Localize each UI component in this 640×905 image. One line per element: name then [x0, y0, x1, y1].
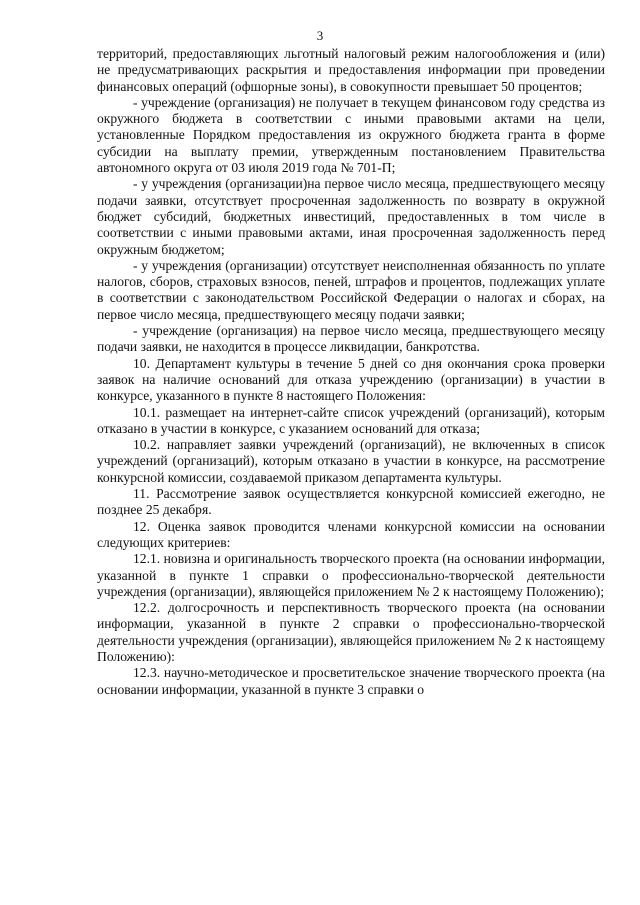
paragraph-no-liquidation: - учреждение (организация) на первое число месяца, предшествующего месяцу подачи заявки, не находится в процессе ликвидации, банкротства. [97, 323, 605, 355]
page-number: 3 [316, 28, 324, 43]
paragraph-item-12-1: 12.1. новизна и оригинальность творческого проекта (на основании информации, указанной в пункте 1 справки о профессионально-творческой деятельности учреждения (организации), являющейся приложением № 2 к настоящему Положению); [97, 551, 605, 599]
document-body [97, 46, 605, 698]
paragraph-item-10-2: 10.2. направляет заявки учреждений (организаций), не включенных в список учреждений (организаций), которым отказано в участии в конкурсе, на рассмотрение конкурсной комиссии, создаваемой приказом департамента культуры. [97, 437, 605, 485]
paragraph-item-12-3: 12.3. научно-методическое и просветительское значение творческого проекта (на основании информации, указанной в пункте 3 справки о [97, 665, 605, 697]
paragraph-no-other-funds: - учреждение (организация) не получает в текущем финансовом году средства из окружного бюджета в соответствии с иными правовыми актами на цели, установленные Порядком предоставления из окружного бюджета гранта в форме субсидии на выплату премии, утвержденным постановлением Правительства автономного округа от 03 июля 2019 года № 701-П; [97, 94, 605, 176]
paragraph-no-tax-arrears: - у учреждения (организации) отсутствует неисполненная обязанность по уплате налогов, сборов, страховых взносов, пеней, штрафов и процентов, подлежащих уплате в соответствии с законодательством Российской Федерации о налогах и сборах, на первое число месяца, предшествующего месяцу подачи заявки; [97, 257, 605, 322]
paragraph-item-12: 12. Оценка заявок проводится членами конкурсной комиссии на основании следующих критериев: [97, 518, 605, 550]
paragraph-item-12-2: 12.2. долгосрочность и перспективность творческого проекта (на основании информации, указанной в пункте 2 справки о профессионально-творческой деятельности учреждения (организации), являющейся приложением № 2 к настоящему Положению): [97, 600, 605, 664]
paragraph-offshore-continuation: территорий, предоставляющих льготный налоговый режим налогообложения и (или) не предусматривающих раскрытия и предоставления информации при проведении финансовых операций (офшорные зоны), в совокупности превышает 50 процентов; [97, 46, 605, 94]
paragraph-item-10: 10. Департамент культуры в течение 5 дней со дня окончания срока проверки заявок на наличие оснований для отказа учреждению (организации) в участии в конкурсе, указанного в пункте 8 настоящего Положения: [97, 355, 605, 404]
paragraph-no-overdue-debt: - у учреждения (организации)на первое число месяца, предшествующего месяцу подачи заявки, отсутствует просроченная задолженность по возврату в окружной бюджет субсидий, бюджетных инвестиций, предоставленных в том числе в соответствии с иными правовыми актами, иная просроченная задолженность перед окружным бюджетом; [97, 176, 605, 257]
paragraph-item-11: 11. Рассмотрение заявок осуществляется конкурсной комиссией ежегодно, не позднее 25 декабря. [97, 486, 605, 518]
paragraph-item-10-1: 10.1. размещает на интернет-сайте список учреждений (организаций), которым отказано в участии в конкурсе, с указанием оснований для отказа; [97, 404, 605, 436]
